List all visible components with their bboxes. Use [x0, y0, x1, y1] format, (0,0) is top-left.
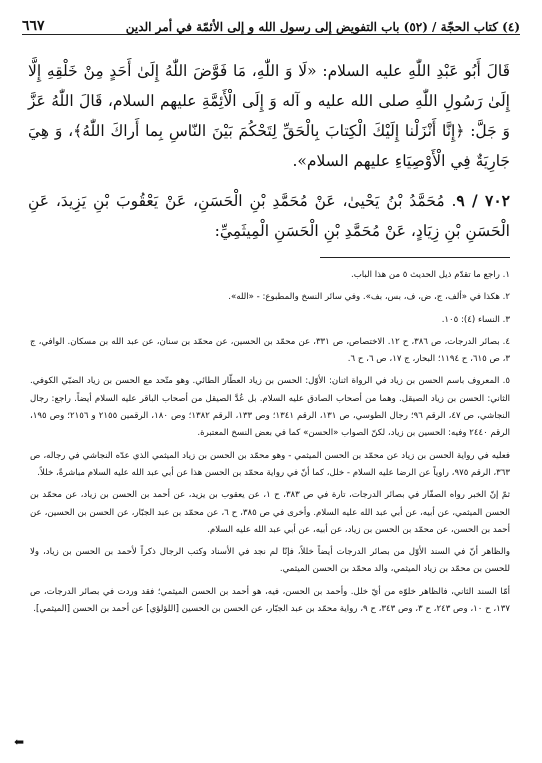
- hadith-chain: [28, 186, 510, 246]
- footnote: ٣. النساء (٤): ١٠٥.: [441, 314, 510, 325]
- footnote: ٤. بصائر الدرجات، ص ٣٨٦، ح ١٢. الاختصاص، ص ٣٣١، عن محمّد بن الحسين، عن محمّد بن سنان، عن عبد الله بن مسكان. الوافي، ج ٣، ص ٦١٥، ح ١١٩٤؛ البحار، ج ١٧، ص ٦، ح ٦.: [30, 336, 510, 365]
- footnote: والظاهر أنّ في السند الأوّل من بصائر الدرجات أيضاً خللاً، فإنّا لم نجد في الأسناد وكتب الرجال ذكراً لأحمد بن الحسن بن زياد، ولا للحسن بن محمّد بن زياد الميثمي، والد محمّد بن الحسن الميثمي.: [30, 547, 510, 575]
- footnote: ١. راجع ما تقدّم ذيل الحديث ٥ من هذا الباب.: [350, 270, 510, 280]
- hadith-number: ٧٠٢ / ٩: [456, 191, 510, 210]
- continuation-arrow-icon: ⬅: [14, 735, 25, 749]
- footnote: فعليه في رواية الحسن بن زياد عن محمّد بن الحسن الميثمي - وهو محمّد بن الحسن بن زياد الميثمي الذي عدّه النجاشي في رجاله، ص ٣٦٣، الرقم ٩٧٥، راوياً عن الرضا عليه السلام - خلل، كما أنّ في رواية محمّد بن الحسن هذا عن أبي عبد الله عليه السلام مباشرةً، خللاً.: [30, 450, 510, 478]
- footnote: ثمّ إنّ الخبر رواه الصفّار في بصائر الدرجات، تارة في ص ٣٨٣، ح ١، عن يعقوب بن يزيد، عن أحمد بن الحسن بن زياد، عن محمّد بن الحسن الميثمي، عن أبيه، عن أبي عبد الله عليه السلام. وأخرى في ص ٣٨٥، ح ٦، عن محمّد بن عبد الجبّار، عن الحسن بن الحسين، عن أحمد بن الحسن، عن محمّد بن الحسن بن زياد، عن أبيه، عن أبي عبد الله عليه السلام.: [30, 490, 510, 535]
- footnote-divider: [320, 257, 510, 258]
- footnote: أمّا السند الثاني، فالظاهر خلوّه من أيّ خلل. وأحمد بن الحسن، فيه، هو أحمد بن الحسن الميثمي؛ فقد وردت في بصائر الدرجات، ص ١٣٧، ح ١٠، وص ٢٤٣، ح ٣، وص ٣٤٣، ح ٩، رواية محمّد بن عبد الجبّار، عن الحسن بن الحسين [اللؤلؤي] عن أحمد بن الحسن [الميثمي].: [30, 586, 510, 615]
- footnotes: [30, 267, 510, 623]
- footnote: ٢. هكذا في «ألف، ج، ض، ف، بس، بف». وفي سائر النسخ والمطبوع: - «الله».: [228, 292, 510, 303]
- footnote: ٥. المعروف باسم الحسن بن زياد في الرواة اثنان: الأوّل: الحسن بن زياد العطّار الطائي. وهو متّحد مع الحسن بن زياد الضبّي الكوفي. الثاني: الحسن بن زياد الصيقل. وهما من أصحاب الصادق عليه السلام. بل عُدَّ الصيقل من أصحاب الباقر عليه السلام أيضاً. راجع: رجال النجاشي، ص ٤٧، الرقم ٩٦؛ رجال الطوسي، ص ١٣١، الرقم ١٣٤١؛ وص ١٣٣، الرقم ١٣٨٢؛ وص ١٨٠، الرقمين ٢١٥٥ و ٢١٥٦؛ وص ١٩٥، الرقم ٢٤٤٠ وفيه: الحسين بن زياد، لكنّ الصواب «الحسن» كما في بعض النسخ المعتبرة.: [30, 376, 510, 439]
- hadith-text-continuation: قَالَ أَبُو عَبْدِ اللّٰهِ عليه السلام: «لَا وَ اللّٰهِ، مَا فَوَّضَ اللّٰهُ إِلَىٰ أَحَدٍ مِنْ خَلْقِهِ إِلَّا إِلَىٰ رَسُولِ اللّٰهِ صلى الله عليه و آله وَ إِلَى الْأَئِمَّةِ عليهم السلام، قَالَ اللّٰهُ عَزَّ وَ جَلَّ: ﴿إِنَّا أَنْزَلْنا إِلَيْكَ الْكِتابَ بِالْحَقِّ لِتَحْكُمَ بَيْنَ النّاسِ بِما أَراكَ اللّٰهُ﴾، وَ هِيَ جَارِيَةٌ فِي الْأَوْصِيَاءِ عليهم السلام».: [28, 62, 510, 170]
- running-title: (٤) كتاب الحجّة / (٥٢) باب التفويض إلى رسول الله و إلى الأئمّة في أمر الدين: [125, 20, 520, 34]
- running-header: [22, 10, 520, 35]
- hadith-isnad: . مُحَمَّدُ بْنُ يَحْيىٰ، عَنْ مُحَمَّدِ بْنِ الْحَسَنِ، عَنْ يَعْقُوبَ بْنِ يَزِيدَ، عَنِ الْحَسَنِ بْنِ زِيَادٍ، عَنْ مُحَمَّدِ بْنِ الْحَسَنِ الْمِيثَمِيِّ:: [28, 192, 510, 240]
- page-number: ٦٦٧: [22, 18, 45, 34]
- main-text: [28, 56, 510, 256]
